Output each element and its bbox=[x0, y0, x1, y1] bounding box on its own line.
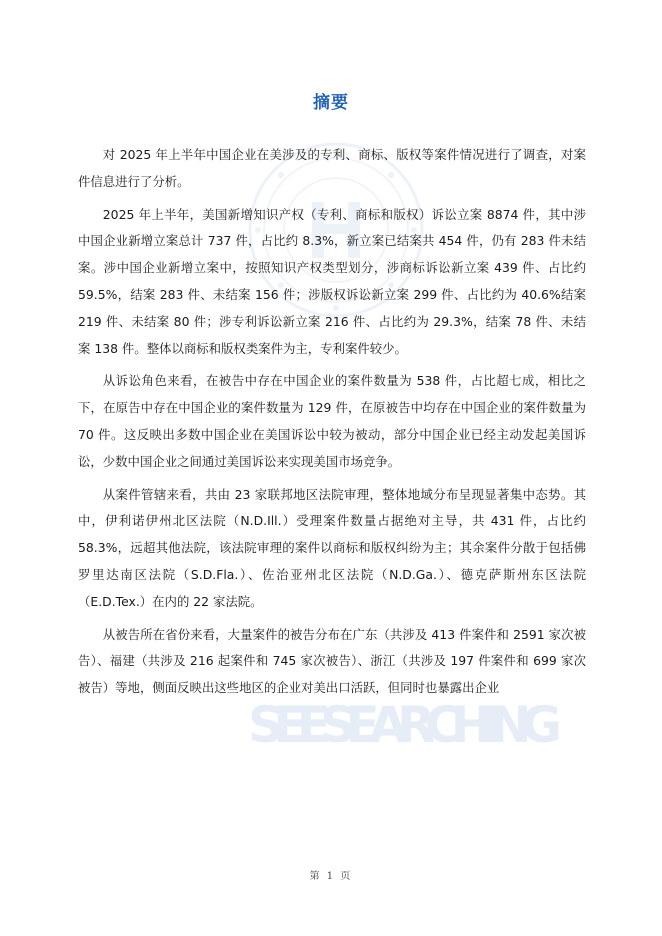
page-title: 摘要 bbox=[313, 93, 349, 113]
page-number: 第 1 页 bbox=[309, 871, 353, 882]
paragraph-intro: 对 2025 年上半年中国企业在美涉及的专利、商标、版权等案件情况进行了调查，对案件信息进行了分析。 bbox=[78, 147, 586, 189]
body-text bbox=[78, 142, 586, 708]
paragraph-case-statistics: 2025 年上半年，美国新增知识产权（专利、商标和版权）诉讼立案 8874 件，其中涉中国企业新增立案总计 737 件，占比约 8.3%，新立案已结案共 454 件，仍有 283 件未结案。涉中国企业新增立案中，按照知识产权类型划分，涉商标诉讼新立案 439 件、占比约 59.5%，结案 283 件、未结案 156 件；涉版权诉讼新立案 299 件、占比约为 40.6%结案 219 件、未结案 80 件；涉专利诉讼新立案 216 件、占比约为 29.3%，结案 78 件、未结案 138 件。整体以商标和版权类案件为主，专利案件较少。 bbox=[78, 206, 586, 356]
paragraph-defendant-provinces: 从被告所在省份来看，大量案件的被告分布在广东（共涉及 413 件案件和 2591 家次被告）、福建（共涉及 216 起案件和 745 家次被告）、浙江（共涉及 197 件案件和 699 家次被告）等地，侧面反映出这些地区的企业对美出口活跃，但同时也暴露出企业 bbox=[78, 626, 586, 696]
paragraph-jurisdiction: 从案件管辖来看，共由 23 家联邦地区法院审理，整体地域分布呈现显著集中态势。其中，伊利诺伊州北区法院（N.D.Ill.）受理案件数量占据绝对主导，共 431 件，占比约 58.3%，远超其他法院，该法院审理的案件以商标和版权纠纷为主；其余案件分散于包括佛罗里达南区法院（S.D.Fla.）、佐治亚州北区法院（N.D.Ga.）、德克萨斯州东区法院（E.D.Tex.）在内的 22 家法院。 bbox=[78, 486, 586, 609]
svg-text:SEESEARCHING: SEESEARCHING bbox=[248, 696, 564, 754]
paragraph-litigation-roles: 从诉讼角色来看，在被告中存在中国企业的案件数量为 538 件，占比超七成，相比之下，在原告中存在中国企业的案件数量为 129 件，在原被告中均存在中国企业的案件数量为 70 件。这反映出多数中国企业在美国诉讼中较为被动，部分中国企业已经主动发起美国诉讼，少数中国企业之间通过美国诉讼来实现美国市场竞争。 bbox=[78, 373, 586, 469]
